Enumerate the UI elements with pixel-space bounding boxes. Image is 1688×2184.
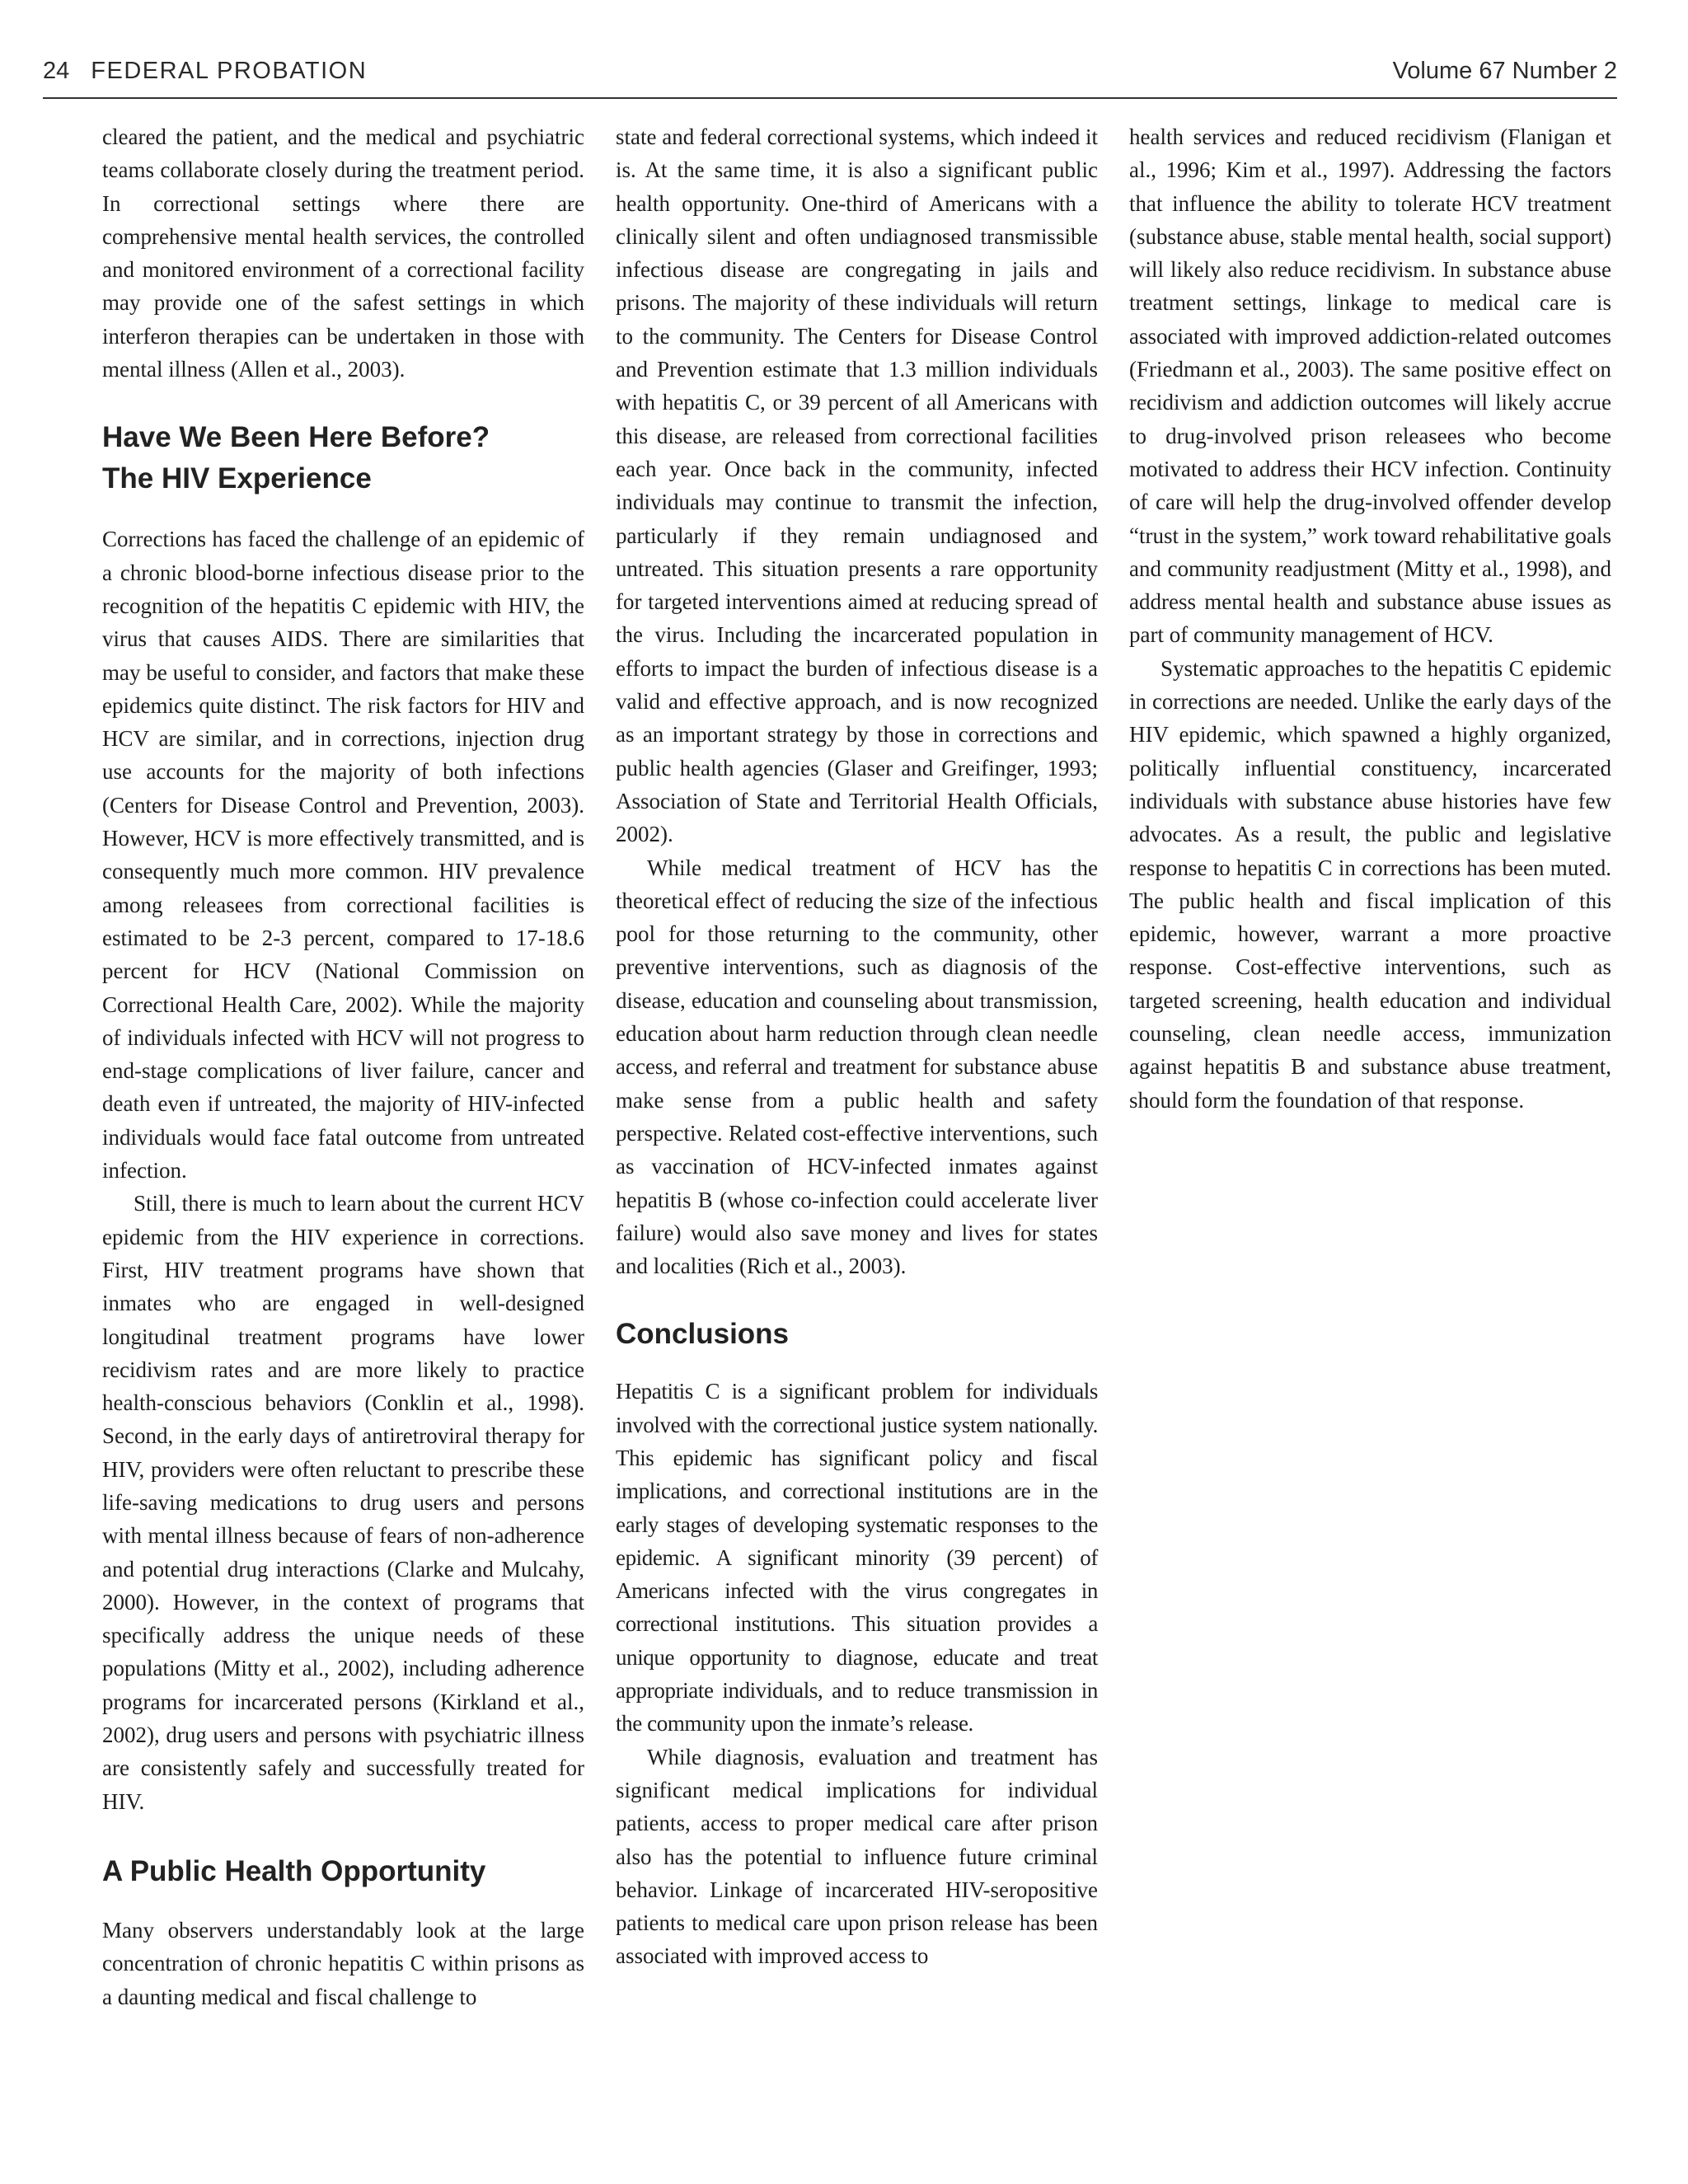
paragraph: Still, there is much to learn about the current HCV epidemic from the HIV experience in corrections. First, HIV treatment programs have shown that inmates who are engaged in well-designed longitudinal treatment programs have lower recidivism rates and are more likely to practice health-conscious behaviors (Conklin et al., 1998). Second, in the early days of antiretroviral therapy for HIV, providers were often reluctant to prescribe these life-saving medications to drug users and persons with mental illness because of fears of non-adherence and potential drug interactions (Clarke and Mulcahy, 2000). However, in the context of programs that specifically address the unique needs of these populations (Mitty et al., 2002), including adherence programs for incarcerated persons (Kirkland et al., 2002), drug users and persons with psychiatric illness are consistently safely and successfully treated for HIV. — [102, 1191, 584, 1814]
paragraph: Systematic approaches to the hepatitis C epidemic in corrections are needed. Unlike the early days of the HIV epidemic, which spawned a highly organized, politically influential constituency, incarcerated individuals with substance abuse histories have few advocates. As a result, the public and legislative response to hepatitis C in corrections has been muted. The public health and fiscal implication of this epidemic, however, warrant a more proactive response. Cost-effective interventions, such as targeted screening, health education and individual counseling, clean needle access, immunization against hepatitis B and substance abuse treatment, should form the foundation of that response. — [1129, 655, 1611, 1113]
paragraph: cleared the patient, and the medical and psychiatric teams collaborate closely during the treatment period. In correctional settings where there are comprehensive mental health services, the controlled and monitored environment of a correctional facility may provide one of the safest settings in which interferon therapies can be undertaken in those with mental illness (Allen et al., 2003). — [102, 124, 584, 382]
heading-line: The HIV Experience — [102, 462, 372, 495]
journal-title: FEDERAL PROBATION — [91, 58, 368, 84]
page-number: 24 — [43, 58, 70, 84]
paragraph: Corrections has faced the challenge of an epidemic of a chronic blood-borne infectious disease prior to the recognition of the hepatitis C epidemic with HIV, the virus that causes AIDS. There are similarities that may be useful to consider, and factors that make these epidemics quite distinct. The risk factors for HIV and HCV are similar, and in corrections, injection drug use accounts for the majority of both infections (Centers for Disease Control and Prevention, 2003). However, HCV is more effectively transmitted, and is consequently much more common. HIV prevalence among releasees from correctional facilities is estimated to be 2-3 percent, compared to 17-18.6 percent for HCV (National Commission on Correctional Health Care, 2002). While the majority of individuals infected with HCV will not progress to end-stage complications of liver failure, cancer and death even if untreated, the majority of HIV-infected individuals would face fatal outcome from untreated infection. — [102, 527, 584, 1183]
paragraph: Many observers understandably look at the large concentration of chronic hepatitis C within prisons as a daunting medical and fiscal challenge to — [102, 1917, 584, 2009]
running-header — [43, 58, 1617, 94]
section-heading-public-health: A Public Health Opportunity — [102, 1854, 486, 1887]
header-rule — [43, 97, 1617, 99]
paragraph: health services and reduced recidivism (Flanigan et al., 1996; Kim et al., 1997). Addressing the factors that influence the ability to tolerate HCV treatment (substance abuse, stable mental health, social support) will likely also reduce recidivism. In substance abuse treatment settings, linkage to medical care is associated with improved addiction-related outcomes (Friedmann et al., 2003). The same positive effect on recidivism and addiction outcomes will likely accrue to drug-involved prison releasees who become motivated to address their HCV infection. Continuity of care will help the drug-involved offender develop “trust in the system,” work toward rehabilitative goals and community readjustment (Mitty et al., 1998), and address mental health and substance abuse issues as part of community management of HCV. — [1129, 124, 1611, 648]
section-heading-hiv — [102, 417, 584, 499]
paragraph: While diagnosis, evaluation and treatment has significant medical implications for individual patients, access to proper medical care after prison also has the potential to influence future criminal behavior. Linkage of incarcerated HIV-seropositive patients to medical care upon prison release has been associated with improved access to — [616, 1744, 1098, 1969]
paragraph: While medical treatment of HCV has the theoretical effect of reducing the size of the infectious pool for those returning to the community, other preventive interventions, such as diagnosis of the disease, education and counseling about transmission, education about harm reduction through clean needle access, and referral and treatment for substance abuse make sense from a public health and safety perspective. Related cost-effective interventions, such as vaccination of HCV-infected inmates against hepatitis B (whose co-infection could accelerate liver failure) would also save money and lives for states and localities (Rich et al., 2003). — [616, 855, 1098, 1279]
paragraph: state and federal correctional systems, which indeed it is. At the same time, it is also a significant public health opportunity. One-third of Americans with a clinically silent and often undiagnosed transmissible infectious disease are congregating in jails and prisons. The majority of these individuals will return to the community. The Centers for Disease Control and Prevention estimate that 1.3 million individuals with hepatitis C, or 39 percent of all Americans with this disease, are released from correctional facilities each year. Once back in the community, infected individuals may continue to transmit the infection, particularly if they remain undiagnosed and untreated. This situation presents a rare opportunity for targeted interventions aimed at reducing spread of the virus. Including the incarcerated population in efforts to impact the burden of infectious disease is a valid and effective approach, and is now recognized as an important strategy by those in corrections and public health agencies (Glaser and Greifinger, 1993; Association of State and Territorial Health Officials, 2002). — [616, 124, 1098, 847]
section-heading-conclusions: Conclusions — [616, 1318, 790, 1351]
text-column-3 — [1129, 120, 1611, 1117]
volume-issue: Volume 67 Number 2 — [1392, 58, 1617, 84]
heading-line: Have We Been Here Before? — [102, 421, 490, 454]
header-left — [43, 58, 367, 85]
paragraph: Hepatitis C is a significant problem for individuals involved with the correctional justice system nationally. This epidemic has significant policy and fiscal implications, and correctional institutions are in the early stages of developing systematic responses to the epidemic. A significant minority (39 percent) of Americans infected with the virus congregates in correctional institutions. This situation provides a unique opportunity to diagnose, educate and treat appropriate individuals, and to reduce transmission in the community upon the inmate’s release. — [616, 1379, 1098, 1736]
text-column-2 — [616, 120, 1098, 1973]
text-column-1 — [102, 120, 584, 2013]
